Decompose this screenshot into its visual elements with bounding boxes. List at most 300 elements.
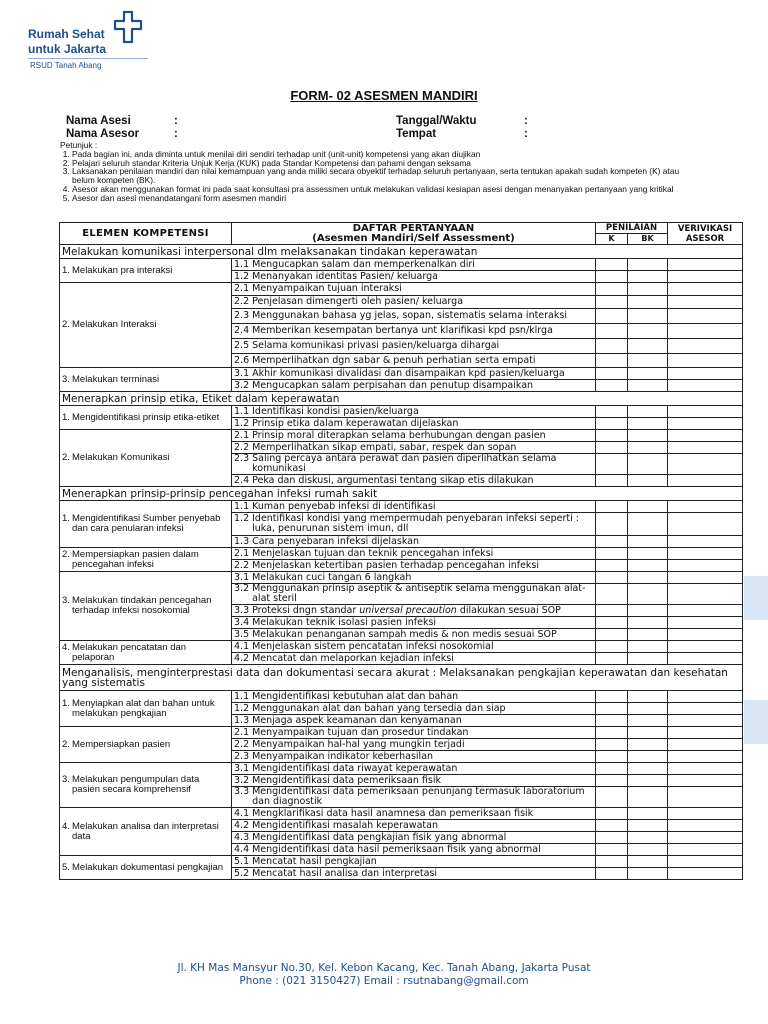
answer-k-cell[interactable]: [596, 380, 628, 392]
question-text: Menjelaskan tujuan dan teknik pencegahan infeksi: [252, 547, 494, 559]
element-wrap: [62, 375, 229, 385]
section-title: Menganalisis, menginterprestasi data dan dokumentasi secara akurat : Melaksanakan pengkajian keperawatan dan kesehatan yang sistematis: [60, 665, 743, 691]
question-wrap: [234, 776, 593, 786]
question-text: Melakukan teknik isolasi pasien infeksi: [252, 616, 437, 628]
logo-line2: untuk Jakarta: [28, 42, 107, 56]
element-wrap: [62, 514, 229, 534]
question-number: 4.4: [234, 843, 250, 855]
answer-bk-cell[interactable]: [628, 380, 668, 392]
question-wrap: [234, 752, 593, 762]
question-wrap: [234, 740, 593, 750]
question-number: 1.1: [234, 500, 250, 512]
verifikasi-cell[interactable]: [668, 775, 743, 787]
answer-k-cell[interactable]: [596, 691, 628, 703]
answer-bk-cell[interactable]: [628, 475, 668, 487]
table-row: [60, 283, 743, 296]
question-number: 1.2: [234, 417, 250, 429]
answer-k-cell[interactable]: [596, 832, 628, 844]
section-title: Menerapkan prinsip etika, Etiket dalam keperawatan: [60, 392, 743, 406]
question-wrap: [234, 443, 593, 453]
question-text: Selama komunikasi privasi pasien/keluarga dihargai: [252, 340, 500, 351]
table-row: [60, 641, 743, 653]
question-wrap: [234, 381, 593, 391]
question-cell: [232, 584, 596, 605]
section-title: Menerapkan prinsip-prinsip pencegahan infeksi rumah sakit: [60, 487, 743, 501]
answer-k-cell[interactable]: [596, 751, 628, 763]
element-wrap: [62, 550, 229, 570]
question-wrap: [234, 821, 593, 831]
question-text: Mengucapkan salam dan memperkenalkan diri: [252, 258, 475, 270]
question-wrap: [234, 431, 593, 441]
verifikasi-cell[interactable]: [668, 406, 743, 418]
question-text: Memberikan kesempatan bertanya unt klarifikasi kpd psn/klrga: [252, 325, 553, 336]
question-text: Penjelasan dimengerti oleh pasien/ keluarga: [252, 296, 464, 307]
question-text: Mengidentifikasi data pemeriksaan penunjang termasuk laboratorium dan diagnostik: [252, 786, 585, 807]
question-text-part: Proteksi dngn standar: [252, 604, 360, 616]
verifikasi-cell[interactable]: [668, 641, 743, 653]
answer-bk-cell[interactable]: [628, 808, 668, 820]
question-number: 1.1: [234, 258, 250, 270]
tanggal-label: Tanggal/Waktu: [396, 115, 477, 127]
element-cell: [60, 430, 232, 487]
question-cell: [232, 751, 596, 763]
answer-bk-cell[interactable]: [628, 501, 668, 513]
question-text: Memperlihatkan sikap empati, sabar, respek dan sopan: [252, 441, 517, 453]
element-cell: [60, 763, 232, 808]
element-number: 1.: [62, 411, 70, 423]
question-text: Mengidentifikasi masalah keperawatan: [252, 819, 438, 831]
verifikasi-cell[interactable]: [668, 454, 743, 475]
verifikasi-cell[interactable]: [668, 629, 743, 641]
footer-address: Jl. KH Mas Mansyur No.30, Kel. Kebon Kacang, Kec. Tanah Abang, Jakarta Pusat: [177, 962, 591, 974]
question-text: Prinsip etika dalam keperawatan dijelaskan: [252, 417, 459, 429]
plus-cross-icon: [113, 10, 143, 44]
verifikasi-cell[interactable]: [668, 820, 743, 832]
verifikasi-cell[interactable]: [668, 584, 743, 605]
answer-bk-cell[interactable]: [628, 653, 668, 665]
answer-bk-cell[interactable]: [628, 572, 668, 584]
question-cell: [232, 739, 596, 751]
verifikasi-cell[interactable]: [668, 763, 743, 775]
question-text: Melakukan penanganan sampah medis & non medis sesuai SOP: [252, 628, 557, 640]
answer-k-cell[interactable]: [596, 418, 628, 430]
answer-k-cell[interactable]: [596, 536, 628, 548]
question-number: 1.2: [234, 702, 250, 714]
answer-k-cell[interactable]: [596, 629, 628, 641]
question-number: 3.2: [234, 583, 250, 594]
answer-k-cell[interactable]: [596, 820, 628, 832]
answer-k-cell[interactable]: [596, 442, 628, 454]
answer-k-cell[interactable]: [596, 572, 628, 584]
question-cell: [232, 856, 596, 868]
answer-bk-cell[interactable]: [628, 296, 668, 309]
answer-k-cell[interactable]: [596, 560, 628, 572]
answer-bk-cell[interactable]: [628, 751, 668, 763]
element-wrap: [62, 775, 229, 795]
question-wrap: [234, 845, 593, 855]
question-number: 2.2: [234, 559, 250, 571]
element-cell: [60, 368, 232, 392]
answer-bk-cell[interactable]: [628, 641, 668, 653]
answer-bk-cell[interactable]: [628, 584, 668, 605]
question-wrap: [234, 728, 593, 738]
element-wrap: [62, 413, 229, 423]
question-number: 2.2: [234, 296, 250, 307]
petunjuk-list: [60, 150, 700, 203]
answer-bk-cell[interactable]: [628, 703, 668, 715]
table-row: [60, 406, 743, 418]
element-number: 1.: [62, 264, 70, 276]
section-row: [60, 392, 743, 406]
verifikasi-cell[interactable]: [668, 339, 743, 354]
question-wrap: [234, 869, 593, 879]
answer-k-cell[interactable]: [596, 283, 628, 296]
element-number: 2.: [62, 319, 70, 330]
question-text: Akhir komunikasi divalidasi dan disampaikan kpd pasien/keluarga: [252, 367, 565, 379]
footer-contact: Phone : (021 3150427) Email : rsutnabang@gmail.com: [239, 975, 529, 987]
question-wrap: [234, 284, 593, 294]
answer-k-cell[interactable]: [596, 844, 628, 856]
side-scroll-tab[interactable]: [744, 700, 768, 744]
question-text: Mengidentifikasi data pemeriksaan fisik: [252, 774, 441, 786]
question-cell: [232, 454, 596, 475]
question-wrap: [234, 630, 593, 640]
question-number: 4.1: [234, 807, 250, 819]
answer-bk-cell[interactable]: [628, 368, 668, 380]
element-number: 3.: [62, 774, 70, 785]
table-row: [60, 548, 743, 560]
answer-k-cell[interactable]: [596, 454, 628, 475]
element-cell: [60, 727, 232, 763]
answer-bk-cell[interactable]: [628, 629, 668, 641]
answer-k-cell[interactable]: [596, 354, 628, 368]
element-label: Mempersiapkan pasien dalam pencegahan infeksi: [72, 548, 199, 570]
question-wrap: [234, 260, 593, 270]
header-daftar: [232, 223, 596, 245]
question-number: 4.3: [234, 831, 250, 843]
header-daftar-line2: (Asesmen Mandiri/Self Assessment): [312, 232, 515, 244]
question-wrap: [234, 692, 593, 702]
answer-k-cell[interactable]: [596, 605, 628, 617]
section-title: Melakukan komunikasi interpersonal dlm melaksanakan tindakan keperawatan: [60, 245, 743, 259]
question-cell: [232, 259, 596, 271]
verifikasi-cell[interactable]: [668, 727, 743, 739]
verifikasi-cell[interactable]: [668, 856, 743, 868]
answer-k-cell[interactable]: [596, 641, 628, 653]
question-wrap: [234, 454, 593, 474]
question-wrap: [234, 561, 593, 571]
answer-bk-cell[interactable]: [628, 406, 668, 418]
answer-k-cell[interactable]: [596, 309, 628, 324]
answer-bk-cell[interactable]: [628, 271, 668, 283]
verifikasi-cell[interactable]: [668, 324, 743, 339]
answer-k-cell[interactable]: [596, 368, 628, 380]
question-cell: [232, 653, 596, 665]
hospital-logo: [28, 10, 148, 72]
answer-bk-cell[interactable]: [628, 513, 668, 536]
element-number: 4.: [62, 641, 70, 653]
question-number: 4.1: [234, 640, 250, 652]
question-number: 2.2: [234, 738, 250, 750]
question-cell: [232, 787, 596, 808]
header-bk: BK: [628, 234, 668, 245]
verifikasi-cell[interactable]: [668, 787, 743, 808]
element-label: Melakukan Interaksi: [72, 319, 157, 330]
petunjuk-item: 5. Asesor dan asesi menandatangani form asesmen mandiri: [72, 194, 700, 203]
answer-k-cell[interactable]: [596, 739, 628, 751]
element-label: Melakukan terminasi: [72, 373, 160, 385]
question-cell: [232, 617, 596, 629]
verifikasi-cell[interactable]: [668, 475, 743, 487]
element-label: Melakukan Komunikasi: [72, 452, 170, 463]
answer-bk-cell[interactable]: [628, 787, 668, 808]
question-wrap: [234, 407, 593, 417]
verifikasi-cell[interactable]: [668, 259, 743, 271]
header-penilaian: PENILAIAN: [596, 223, 668, 234]
logo-divider: [28, 58, 148, 59]
verifikasi-cell[interactable]: [668, 572, 743, 584]
element-label: Menyiapkan alat dan bahan untuk melakukan pengkajian: [72, 697, 215, 719]
answer-k-cell[interactable]: [596, 339, 628, 354]
element-wrap: [62, 643, 229, 663]
verifikasi-cell[interactable]: [668, 296, 743, 309]
answer-bk-cell[interactable]: [628, 856, 668, 868]
answer-bk-cell[interactable]: [628, 418, 668, 430]
element-label: Melakukan pengumpulan data pasien secara komprehensif: [72, 774, 200, 795]
answer-bk-cell[interactable]: [628, 560, 668, 572]
question-cell: [232, 501, 596, 513]
verifikasi-cell[interactable]: [668, 354, 743, 368]
question-number: 1.1: [234, 690, 250, 702]
answer-k-cell[interactable]: [596, 430, 628, 442]
question-text: [252, 606, 561, 616]
question-text: Menanyakan identitas Pasien/ keluarga: [252, 270, 438, 282]
verifikasi-cell[interactable]: [668, 653, 743, 665]
question-wrap: [234, 297, 593, 307]
element-wrap: [62, 740, 229, 750]
element-cell: [60, 856, 232, 880]
question-number: 3.1: [234, 762, 250, 774]
logo-subtitle: RSUD Tanah Abang: [30, 61, 102, 70]
verifikasi-cell[interactable]: [668, 560, 743, 572]
question-text: Kuman penyebab infeksi di identifikasi: [252, 500, 436, 512]
header-verifikasi-line1: VERIVIKASI: [677, 223, 733, 234]
answer-bk-cell[interactable]: [628, 548, 668, 560]
section-row: [60, 665, 743, 691]
question-wrap: [234, 341, 593, 351]
table-row: [60, 763, 743, 775]
verifikasi-cell[interactable]: [668, 368, 743, 380]
verifikasi-cell[interactable]: [668, 380, 743, 392]
verifikasi-cell[interactable]: [668, 715, 743, 727]
question-cell: [232, 475, 596, 487]
answer-bk-cell[interactable]: [628, 259, 668, 271]
question-cell: [232, 442, 596, 454]
verifikasi-cell[interactable]: [668, 418, 743, 430]
answer-k-cell[interactable]: [596, 501, 628, 513]
question-number: 3.2: [234, 379, 250, 391]
element-label: Melakukan pencatatan dan pelaporan: [72, 641, 187, 663]
answer-k-cell[interactable]: [596, 259, 628, 271]
question-cell: [232, 844, 596, 856]
answer-k-cell[interactable]: [596, 868, 628, 880]
verifikasi-cell[interactable]: [668, 309, 743, 324]
verifikasi-cell[interactable]: [668, 442, 743, 454]
question-wrap: [234, 272, 593, 282]
element-wrap: [62, 453, 229, 463]
verifikasi-cell[interactable]: [668, 751, 743, 763]
question-text: Mencatat hasil analisa dan interpretasi: [252, 867, 438, 879]
verifikasi-cell[interactable]: [668, 703, 743, 715]
question-cell: [232, 572, 596, 584]
element-cell: [60, 259, 232, 283]
question-number: 3.4: [234, 616, 250, 628]
answer-bk-cell[interactable]: [628, 454, 668, 475]
question-number: 2.5: [234, 340, 250, 351]
side-scroll-tab[interactable]: [744, 576, 768, 620]
question-text: Mengklarifikasi data hasil anamnesa dan pemeriksaan fisik: [252, 807, 534, 819]
question-text: Menggunakan bahasa yg jelas, sopan, sistematis selama interaksi: [252, 310, 567, 321]
verifikasi-cell[interactable]: [668, 844, 743, 856]
answer-k-cell[interactable]: [596, 475, 628, 487]
nama-asesi-label: Nama Asesi: [66, 115, 131, 127]
verifikasi-cell[interactable]: [668, 832, 743, 844]
question-number: 2.1: [234, 547, 250, 559]
question-text: Menyampaikan tujuan interaksi: [252, 283, 402, 294]
nama-asesor-label: Nama Asesor: [66, 128, 140, 140]
answer-bk-cell[interactable]: [628, 775, 668, 787]
question-wrap: [234, 857, 593, 867]
verifikasi-cell[interactable]: [668, 548, 743, 560]
question-number: 2.3: [234, 453, 250, 464]
verifikasi-cell[interactable]: [668, 501, 743, 513]
answer-k-cell[interactable]: [596, 584, 628, 605]
answer-k-cell[interactable]: [596, 808, 628, 820]
question-text: Menjelaskan ketertiban pasien terhadap pencegahan infeksi: [252, 559, 540, 571]
answer-k-cell[interactable]: [596, 324, 628, 339]
question-number: 1.1: [234, 405, 250, 417]
verifikasi-cell[interactable]: [668, 430, 743, 442]
answer-bk-cell[interactable]: [628, 442, 668, 454]
answer-k-cell[interactable]: [596, 787, 628, 808]
question-wrap: [234, 809, 593, 819]
element-number: 1.: [62, 513, 70, 524]
verifikasi-cell[interactable]: [668, 808, 743, 820]
answer-bk-cell[interactable]: [628, 715, 668, 727]
nama-asesi-colon: :: [174, 115, 178, 127]
verifikasi-cell[interactable]: [668, 691, 743, 703]
answer-k-cell[interactable]: [596, 715, 628, 727]
question-text: Menyampaikan tujuan dan prosedur tindakan: [252, 726, 469, 738]
element-label: Mempersiapkan pasien: [72, 738, 171, 750]
question-text-italic: universal precaution: [359, 604, 457, 616]
element-number: 1.: [62, 697, 70, 709]
question-wrap: [234, 584, 593, 604]
question-text: Menyampaikan indikator keberhasilan: [252, 750, 434, 762]
table-row: [60, 368, 743, 380]
question-text: Mencatat hasil pengkajian: [252, 855, 377, 867]
answer-k-cell[interactable]: [596, 727, 628, 739]
answer-bk-cell[interactable]: [628, 739, 668, 751]
answer-bk-cell[interactable]: [628, 820, 668, 832]
verifikasi-cell[interactable]: [668, 617, 743, 629]
answer-bk-cell[interactable]: [628, 844, 668, 856]
answer-bk-cell[interactable]: [628, 617, 668, 629]
answer-k-cell[interactable]: [596, 513, 628, 536]
verifikasi-cell[interactable]: [668, 536, 743, 548]
answer-bk-cell[interactable]: [628, 868, 668, 880]
question-wrap: [234, 537, 593, 547]
question-wrap: [234, 764, 593, 774]
verifikasi-cell[interactable]: [668, 739, 743, 751]
answer-k-cell[interactable]: [596, 548, 628, 560]
logo-line1: Rumah Sehat: [28, 27, 105, 41]
answer-bk-cell[interactable]: [628, 339, 668, 354]
answer-bk-cell[interactable]: [628, 324, 668, 339]
verifikasi-cell[interactable]: [668, 868, 743, 880]
table-row: [60, 259, 743, 271]
question-wrap: [234, 716, 593, 726]
answer-bk-cell[interactable]: [628, 605, 668, 617]
answer-k-cell[interactable]: [596, 703, 628, 715]
answer-k-cell[interactable]: [596, 763, 628, 775]
question-cell: [232, 691, 596, 703]
question-number: 2.2: [234, 441, 250, 453]
question-wrap: [234, 476, 593, 486]
petunjuk-heading: Petunjuk :: [60, 140, 98, 150]
verifikasi-cell[interactable]: [668, 271, 743, 283]
answer-bk-cell[interactable]: [628, 283, 668, 296]
table-row: [60, 501, 743, 513]
question-cell: [232, 380, 596, 392]
question-number: 1.2: [234, 270, 250, 282]
verifikasi-cell[interactable]: [668, 283, 743, 296]
answer-k-cell[interactable]: [596, 271, 628, 283]
answer-bk-cell[interactable]: [628, 727, 668, 739]
answer-bk-cell[interactable]: [628, 763, 668, 775]
question-text: Identifikasi kondisi pasien/keluarga: [252, 405, 419, 417]
answer-bk-cell[interactable]: [628, 354, 668, 368]
question-text: Menggunakan alat dan bahan yang tersedia dan siap: [252, 702, 506, 714]
verifikasi-cell[interactable]: [668, 513, 743, 536]
question-cell: [232, 339, 596, 354]
answer-bk-cell[interactable]: [628, 430, 668, 442]
element-number: 2.: [62, 452, 70, 463]
table-body: [60, 245, 743, 880]
answer-k-cell[interactable]: [596, 617, 628, 629]
answer-k-cell[interactable]: [596, 653, 628, 665]
question-wrap: [234, 573, 593, 583]
question-text: Mengidentifikasi data hasil pemeriksaan fisik yang abnormal: [252, 843, 541, 855]
header-k: K: [596, 234, 628, 245]
answer-k-cell[interactable]: [596, 406, 628, 418]
question-cell: [232, 283, 596, 296]
verifikasi-cell[interactable]: [668, 605, 743, 617]
element-label: Melakukan pra interaksi: [72, 264, 173, 276]
question-wrap: [234, 606, 593, 616]
answer-k-cell[interactable]: [596, 856, 628, 868]
answer-k-cell[interactable]: [596, 775, 628, 787]
answer-k-cell[interactable]: [596, 296, 628, 309]
table-row: [60, 856, 743, 868]
question-number: 1.3: [234, 714, 250, 726]
answer-bk-cell[interactable]: [628, 309, 668, 324]
question-text: Menyampaikan hal-hal yang mungkin terjadi: [252, 738, 465, 750]
question-wrap: [234, 514, 593, 534]
answer-bk-cell[interactable]: [628, 832, 668, 844]
answer-bk-cell[interactable]: [628, 691, 668, 703]
answer-bk-cell[interactable]: [628, 536, 668, 548]
